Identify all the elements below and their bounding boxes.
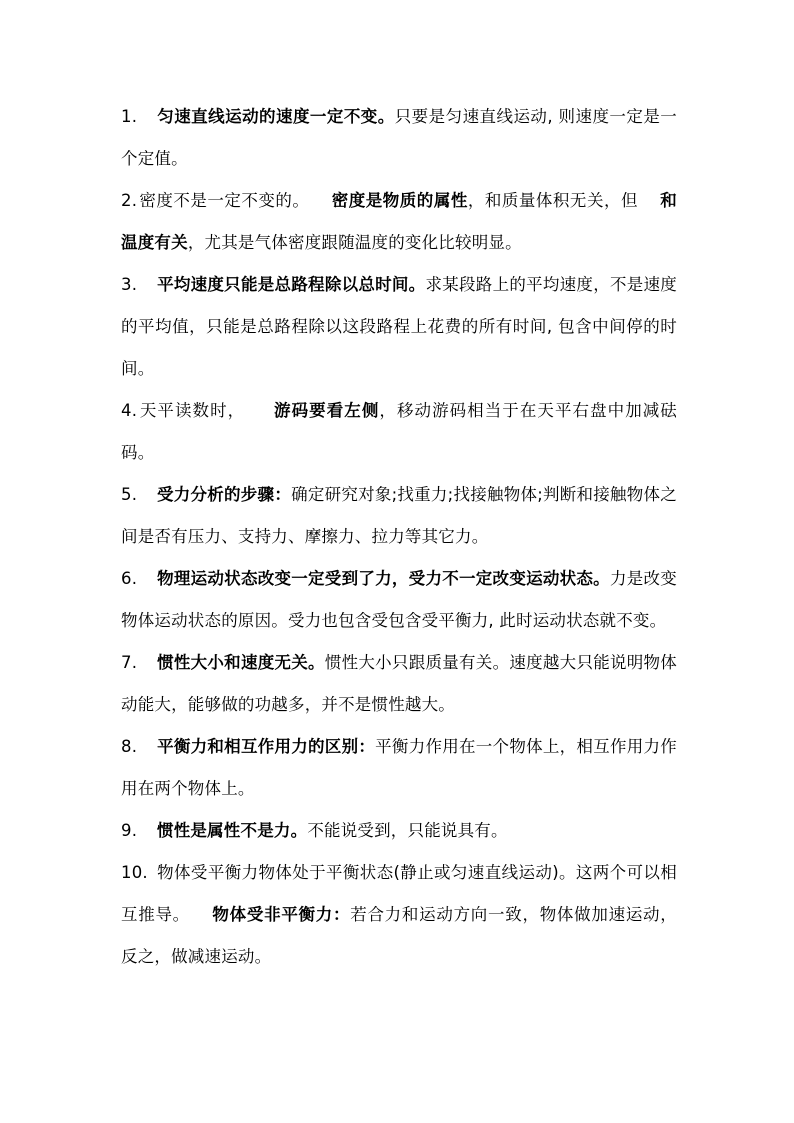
item-text: 惯性大小只跟质量有关。速度越大只能说明物体动能大，能够做的功越多，并不是惯性越大。 — [121, 653, 678, 714]
key-point: 平衡力和相互作用力的区别： — [157, 737, 376, 756]
list-item-6 — [121, 558, 677, 642]
key-point: 惯性大小和速度无关。 — [157, 653, 325, 672]
list-item-1 — [121, 96, 677, 180]
item-number: 7. — [121, 653, 138, 672]
list-item-2 — [121, 180, 677, 264]
list-item-10 — [121, 852, 677, 978]
item-text: 确定研究对象;找重力;找接触物体;判断和接触物体之间是否有压力、支持力、摩擦力、拉力等其它力。 — [121, 485, 677, 546]
key-point: 匀速直线运动的速度一定不变。 — [157, 107, 395, 126]
item-text: 平衡力作用在一个物体上，相互作用力作用在两个物体上。 — [121, 737, 677, 798]
item-number: 1. — [121, 107, 138, 126]
list-item-9 — [121, 810, 677, 852]
key-point: 平均速度只能是总路程除以总时间。 — [157, 275, 426, 294]
key-point-2: 和温度有关 — [121, 191, 677, 252]
item-text: 力是改变物体运动状态的原因。受力也包含受包含受平衡力, 此时运动状态就不变。 — [121, 569, 677, 630]
key-point: 惯性是属性不是力。 — [157, 821, 308, 840]
item-text-pre: 密度不是一定不变的。 — [139, 191, 310, 210]
key-point: 物理运动状态改变一定受到了力，受力不一定改变运动状态。 — [157, 569, 610, 588]
item-text: ，移动游码相当于在天平右盘中加减砝码。 — [121, 401, 678, 462]
item-text: 只要是匀速直线运动, 则速度一定是一个定值。 — [121, 107, 677, 168]
item-text: 求某段路上的平均速度，不是速度的平均值，只能是总路程除以这段路程上花费的所有时间, 包含中间停的时间。 — [121, 275, 678, 378]
item-text: ，尤其是气体密度跟随温度的变化比较明显。 — [187, 233, 522, 252]
list-item-4 — [121, 390, 677, 474]
item-number: 5. — [121, 485, 138, 504]
item-text-mid: ，和质量体积无关，但 — [467, 191, 638, 210]
item-text: 若合力和运动方向一致，物体做加速运动，反之，做减速运动。 — [121, 905, 677, 966]
item-number: 8. — [121, 737, 138, 756]
item-number: 10. — [121, 863, 148, 882]
item-number: 9. — [121, 821, 138, 840]
list-item-8 — [121, 726, 677, 810]
list-item-3 — [121, 264, 677, 390]
list-item-5 — [121, 474, 677, 558]
key-point: 物体受非平衡力： — [211, 905, 351, 924]
key-point: 密度是物质的属性 — [331, 191, 468, 210]
list-item-7 — [121, 642, 677, 726]
item-number: 4. — [121, 401, 138, 420]
item-number: 3. — [121, 275, 138, 294]
item-text-pre: 物体受平衡力物体处于平衡状态(静止或匀速直线运动)。这两个可以相互推导。 — [121, 863, 677, 924]
item-text: 不能说受到，只能说具有。 — [307, 821, 508, 840]
item-number: 6. — [121, 569, 138, 588]
item-text-pre: 天平读数时， — [139, 401, 246, 420]
key-point: 游码要看左侧 — [273, 401, 380, 420]
key-point: 受力分析的步骤： — [157, 485, 292, 504]
item-number: 2. — [121, 191, 138, 210]
document-body — [121, 96, 677, 978]
